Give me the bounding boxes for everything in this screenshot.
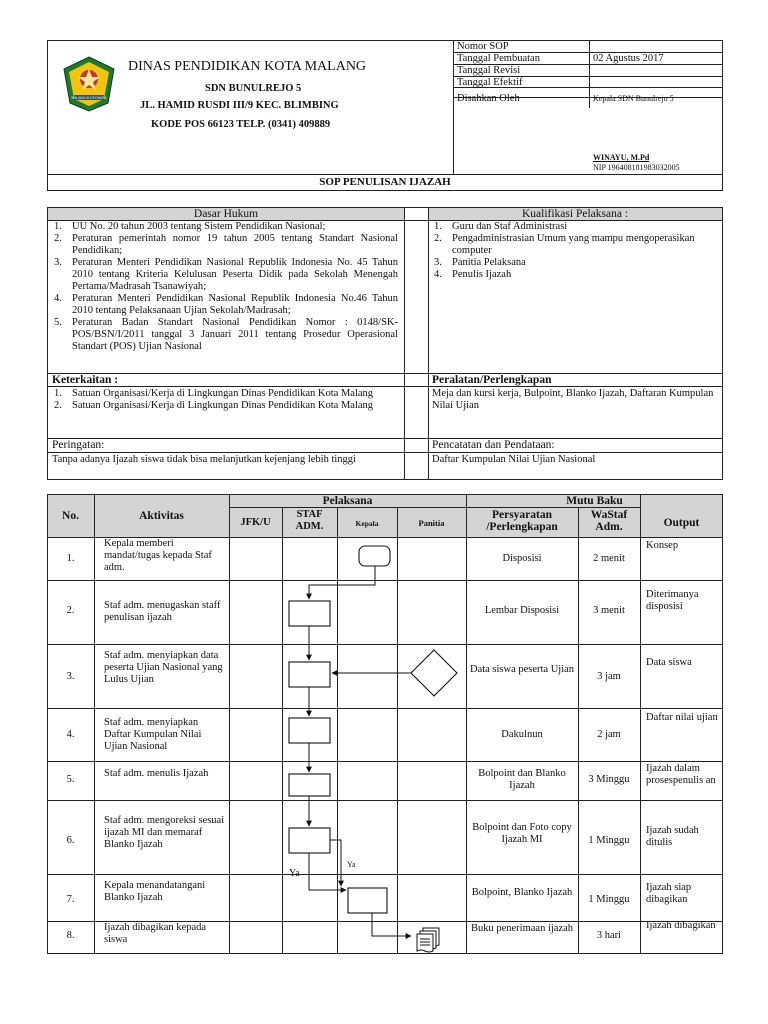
flow-process [289, 601, 330, 626]
row-output: Diterimanya disposisi [646, 589, 699, 612]
flow-process [289, 662, 330, 687]
col-aktivitas: Aktivitas [139, 510, 184, 522]
list-item: 5. Peraturan Badan Standart Nasional Pendidikan Nomor : 0148/SK-POS/BSN/I/2011 tanggal 3 Januari 2011 tentang Prosedur Operasional Standart (POS) Ujian Nasional [54, 317, 398, 352]
col-output: Output [663, 517, 700, 529]
row-no: 7. [66, 894, 75, 905]
row-persyaratan: Lembar Disposisi [484, 605, 560, 616]
row-aktivitas: Staf adm. menyiapkan Daftar Kumpulan Nilai Ujian Nasional [104, 717, 202, 752]
col-staf: STAF ADM. [295, 509, 324, 532]
row-no: 6. [66, 835, 75, 846]
row-no: 5. [66, 774, 75, 785]
meta-value: Kepala SDN Bunulrejo 5 [593, 94, 674, 103]
flow-arrow [372, 913, 411, 936]
row-persyaratan: Data siswa peserta Ujian [469, 664, 575, 675]
kualifikasi-title: Kualifikasi Pelaksana : [521, 208, 629, 220]
row-waktu: 3 jam [597, 671, 621, 682]
row-aktivitas: Staf adm. menyiapkan data peserta Ujian Nasional yang Lulus Ujian [104, 650, 223, 685]
row-waktu: 1 Minggu [588, 894, 630, 905]
meta-label: Disahkan Oleh [457, 93, 520, 104]
pencatatan-text: Daftar Kumpulan Nilai Ujian Nasional [432, 454, 596, 465]
list-item: 2. Satuan Organisasi/Kerja di Lingkungan Dinas Pendidikan Kota Malang [54, 400, 374, 411]
meta-label: Tanggal Efektif [457, 77, 523, 88]
list-item: 3. Panitia Pelaksana [434, 257, 526, 268]
flow-arrow [330, 840, 341, 886]
row-waktu: 2 menit [593, 553, 625, 564]
row-waktu: 1 Minggu [588, 835, 630, 846]
row-output: Ijazah siap dibagikan [646, 882, 692, 905]
signer-nip: NIP 196408181983032005 [593, 163, 680, 172]
flow-label-yes: Ya [289, 868, 300, 879]
school-address: JL. HAMID RUSDI III/9 KEC. BLIMBING [140, 100, 339, 111]
row-output: Daftar nilai ujian [646, 712, 718, 723]
row-persyaratan: Bolpoint dan Foto copy Ijazah MI [472, 822, 572, 845]
row-aktivitas: Staf adm. mengoreksi sesuai ijazah MI dan memaraf Blanko Ijazah [104, 815, 225, 850]
row-no: 1. [66, 553, 75, 564]
peralatan-text: Meja dan kursi kerja, Bulpoint, Blanko Ijazah, Daftaran Kumpulan Nilai Ujian [432, 388, 714, 411]
row-no: 8. [66, 930, 75, 941]
dasar-hukum-title: Dasar Hukum [193, 208, 259, 220]
row-waktu: 3 menit [593, 605, 625, 616]
col-waktu: WaStaf Adm. [590, 509, 628, 533]
peringatan-text: Tanpa adanya Ijazah siswa tidak bisa melanjutkan kejenjang lebih tinggi [52, 454, 356, 465]
signer-name: WINAYU, M.Pd [593, 153, 650, 162]
peringatan-title: Peringatan: [52, 439, 105, 451]
flow-decision [411, 650, 457, 696]
row-persyaratan: Buku penerimaan ijazah [470, 923, 574, 934]
row-no: 3. [66, 671, 75, 682]
row-output: Ijazah dibagikan [646, 920, 716, 931]
flow-arrow [309, 853, 346, 890]
col-panitia: Panitia [418, 518, 445, 528]
list-item: 1. UU No. 20 tahun 2003 tentang Sistem Pendidikan Nasional; [54, 221, 326, 232]
peralatan-title: Peralatan/Perlengkapan [432, 374, 552, 386]
row-waktu: 3 hari [596, 930, 622, 941]
flow-multidocument [417, 928, 439, 952]
list-item: 4. Penulis Ijazah [434, 269, 512, 280]
flow-label-yes: Ya [347, 860, 356, 869]
row-output: Konsep [646, 540, 679, 551]
row-output: Data siswa [646, 657, 692, 668]
meta-value: 02 Agustus 2017 [593, 53, 664, 64]
school-postal: KODE POS 66123 TELP. (0341) 409889 [151, 119, 331, 130]
row-persyaratan: Bolpoint, Blanko Ijazah [471, 887, 573, 898]
org-name: DINAS PENDIDIKAN KOTA MALANG [128, 59, 367, 74]
row-persyaratan: Disposisi [502, 553, 542, 564]
row-output: Ijazah dalam prosespenulis an [646, 763, 716, 786]
list-item: 2. Pengadministrasian Umum yang mampu mengoperasikan computer [434, 233, 695, 256]
row-aktivitas: Staf adm. menugaskan staff penulisan ijazah [104, 600, 221, 623]
meta-label: Tanggal Revisi [457, 65, 521, 76]
sop-title: SOP PENULISAN IJAZAH [319, 176, 451, 188]
flow-process [289, 774, 330, 796]
list-item: 2. Peraturan pemerintah nomor 19 tahun 2005 tentang Standart Nasional Pendidikan; [54, 233, 398, 256]
row-no: 2. [66, 605, 75, 616]
col-jfk: JFK/U [240, 517, 271, 528]
row-persyaratan: Bolpoint dan Blanko Ijazah [478, 768, 566, 791]
meta-label: Tanggal Pembuatan [457, 53, 540, 64]
logo-text: MALANG KUCECWARA [71, 96, 107, 100]
list-item: 4. Peraturan Menteri Pendidikan Nasional Republik Indonesia No.46 Tahun 2010 tentang Pelaksanaan Ujian Sekolah/Madrasah; [54, 293, 398, 316]
flow-arrow [309, 566, 375, 599]
row-no: 4. [66, 729, 75, 740]
row-aktivitas: Kepala menandatangani Blanko Ijazah [104, 880, 206, 903]
flow-process [289, 828, 330, 853]
row-aktivitas: Kepala memberi mandat/tugas kepada Staf adm. [104, 538, 212, 573]
col-no: No. [62, 510, 79, 522]
col-kepala: Kepala [355, 519, 379, 528]
pencatatan-title: Pencatatan dan Pendataan: [432, 439, 555, 451]
flow-terminator [359, 546, 390, 566]
col-persyaratan: Persyaratan /Perlengkapan [486, 509, 558, 533]
keterkaitan-title: Keterkaitan : [52, 374, 119, 386]
school-name: SDN BUNULREJO 5 [205, 83, 302, 94]
row-waktu: 2 jam [597, 729, 621, 740]
list-item: 1. Satuan Organisasi/Kerja di Lingkungan Dinas Pendidikan Kota Malang [54, 388, 374, 399]
row-aktivitas: Staf adm. menulis Ijazah [104, 768, 209, 779]
list-item: 1. Guru dan Staf Administrasi [434, 221, 568, 232]
flow-process [348, 888, 387, 913]
row-aktivitas: Ijazah dibagikan kepada siswa [104, 922, 207, 945]
meta-label: Nomor SOP [457, 41, 509, 52]
list-item: 3. Peraturan Menteri Pendidikan Nasional Republik Indonesia No. 45 Tahun 2010 tentang Kriteria Kelulusan Peserta Didik pada Sekolah Menengah Pertama/Madrasah Tsanawiyah; [54, 257, 398, 292]
row-output: Ijazah sudah ditulis [646, 825, 699, 848]
col-mutu-baku: Mutu Baku [566, 495, 623, 507]
flow-process [289, 718, 330, 743]
col-pelaksana: Pelaksana [322, 495, 373, 507]
row-waktu: 3 Minggu [588, 774, 630, 785]
row-persyaratan: Dakulnun [501, 729, 543, 740]
